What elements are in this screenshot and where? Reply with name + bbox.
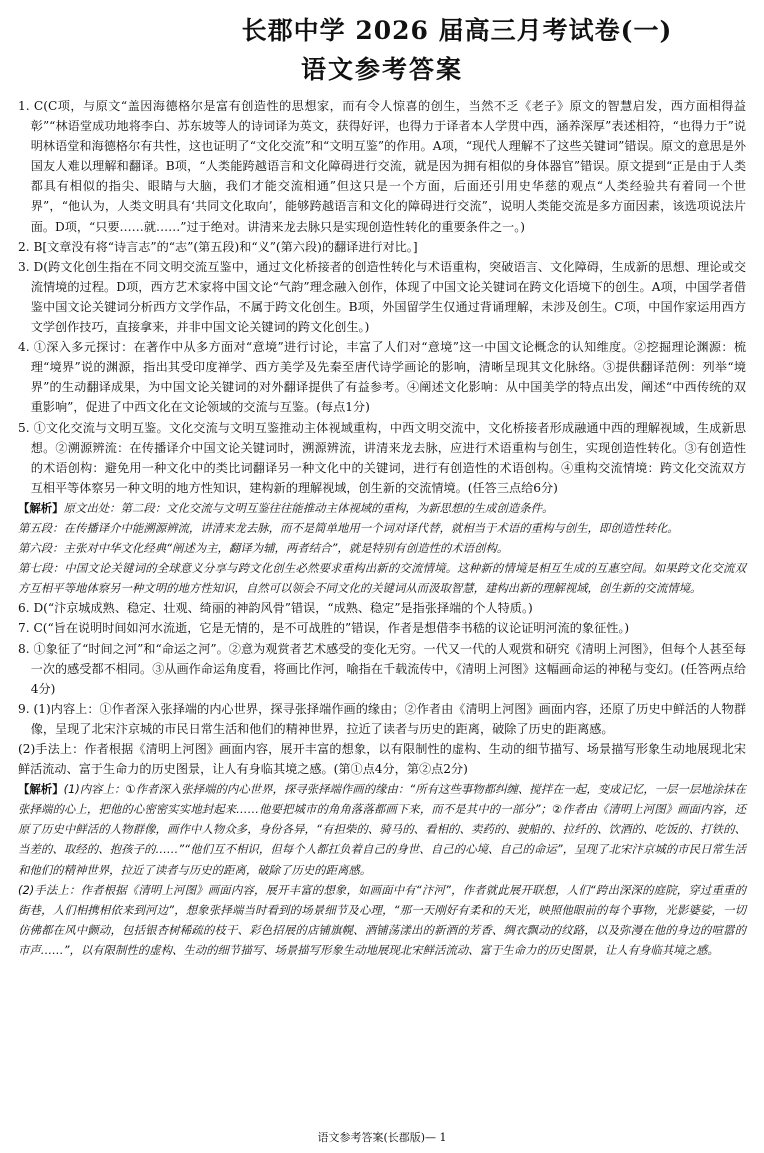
analysis-5	[18, 498, 746, 598]
analysis-9-line: (1)内容上：①作者深入张择端的内心世界，探寻张择端作画的缘由：“所有这些事物都纠缠、搅拌在一起，变成记忆，一层一层地涂抹在张择端的心上，把他的心密密实实地封起来……他要把城市的角角落落都画下来，而不是其中的一部分”；②作者由《清明上河图》画面内容，还原了历史中鲜活的人物群像，画作中人物众多，身份各异，“有担柴的、骑马的、看相的、卖药的、驶船的、拉纤的、饮酒的、吃饭的、打铁的、当差的、取经的、抱孩子的……”“他们互不相识，但每个人都扛负着自己的身世、自己的心境、自己的命运”，呈现了北宋汴京城的市民日常生活和他们的精神世界，拉近了读者与历史的距离，破除了历史的距离感。	[18, 782, 746, 877]
analysis-5-line: 第六段：主张对中华文化经典“阐述为主，翻译为辅，两者结合”，就是特别有创造性的术语创构。	[18, 541, 509, 556]
analysis-tag: 【解析】	[18, 500, 64, 515]
analysis-5-line: 第五段：在传播译介中能溯源辨流，讲清来龙去脉，而不是简单地用一个词对译代替，就相当于术语的重构与创生，即创造性转化。	[18, 520, 679, 535]
analysis-5-line: 原文出处：第二段：文化交流与文明互鉴往往能推动主体视域的重构，为新思想的生成创造条件。	[63, 500, 554, 515]
answer-9-part-2: (2)手法上：作者根据《清明上河图》画面内容，展开丰富的想象，以有限制性的虚构、生动的细节描写、场景描写形象生动地展现北宋鲜活流动、富于生命力的历史图景，让人有身临其境之感。(第①点4分，第②点2分)	[18, 742, 746, 777]
page-footer: 语文参考答案(长郡版)— 1	[317, 1131, 447, 1144]
analysis-9-line: (2)手法上：作者根据《清明上河图》画面内容，展开丰富的想象，如画面中有“汴河”，作者就此展开联想，人们“跨出深深的庭院，穿过重重的街巷，人们相携相依来到河边”，想象张择端当时看到的场景细节及心理，“那一天刚好有柔和的天光，映照他眼前的每个事物，光影婆娑，一切仿佛都在风中颤动，包括银杏树稀疏的枝干、彩色招展的店铺旗幌、酒铺荡漾出的新酒的芳香、绸衣飘动的纹路，以及弥漫在他的身边的喧嚣的市声……”，以有限制性的虚构、生动的细节描写、场景描写形象生动地展现北宋鲜活流动、富于生命力的历史图景，让人有身临其境之感。	[18, 882, 746, 957]
analysis-5-line: 第七段：中国文论关键词的全球意义分享与跨文化创生必然要求重构出新的交流情境。这种新的情境是相互生成的互惠空间。如果跨文化交流双方互相平等地体察另一种文明的地方性知识，自然可以领会不同文化的关键词从而汲取智慧，建构出新的理解视域，创生新的交流情境。	[18, 561, 746, 596]
answer-7: 7. C(“旨在说明时间如河水流逝，它是无情的，是不可战胜的”错误，作者是想借李书嵇的议论证明河流的象征性。)	[18, 621, 630, 636]
answer-3: 3. D(跨文化创生指在不同文明交流互鉴中，通过文化桥接者的创造性转化与术语重构，突破语言、文化障碍，生成新的思想、理论或交流情境的过程。D项，西方艺术家将中国文论“气韵”理念融入创作，体现了中国文论关键词在跨文化语境下的创生。A项，中国学者借鉴中国文论关键词分析西方文学作品，不属于跨文化创生。B项，外国留学生仅通过背诵理解，未涉及创生。C项，中国作家运用西方文学创作技巧，直接拿来，并非中国文论关键词的跨文化创生。)	[18, 259, 746, 335]
answer-6: 6. D(“汴京城成熟、稳定、壮观、绮丽的神韵风骨”错误，“成熟、稳定”是指张择端的个人特质。)	[18, 601, 533, 616]
answer-9: 9. (1)内容上：①作者深入张择端的内心世界，探寻张择端作画的缘由；②作者由《清明上河图》画面内容，还原了历史中鲜活的人物群像，呈现了北宋汴京城的市民日常生活和他们的精神世界，拉近了读者与历史的距离，破除了历史的距离感。	[18, 701, 746, 736]
analysis-tag: 【解析】	[18, 782, 64, 797]
answer-5: 5. ①文化交流与文明互鉴。文化交流与文明互鉴推动主体视域重构，中西文明交流中，文化桥接者形成融通中西的理解视域，生成新思想。②溯源辨流：在传播译介中国文论关键词时，溯源辨流，讲清来龙去脉，应进行术语重构与创生，实现创造性转化。③有创造性的术语创构：避免用一种文化中的类比词翻译另一种文化中的关键词，进行有创造性的术语创构。④重构交流情境：跨文化交流双方互相平等体察另一种文明的地方性知识，建构新的理解视域，创生新的交流情境。(任答三点给6分)	[18, 420, 746, 495]
answer-8: 8. ①象征了“时间之河”和“命运之河”。②意为观赏者艺术感受的变化无穷。一代又一代的人观赏和研究《清明上河图》，但每个人甚至每一次的感受都不相同。③从画作命运角度看，将画比作河，喻指在千载流传中，《清明上河图》这幅画命运的神秘与变幻。(任答两点给4分)	[18, 641, 746, 696]
answer-1: 1. C(C项，与原文“盖因海德格尔是富有创造性的思想家，而有令人惊喜的创生，当然不乏《老子》原文的智慧启发，西方面相得益彰”“林语堂成功地将李白、苏东坡等人的诗词译为英文，获得好评，也得力于译者本人学贯中西，涵养深厚”表述相符，“也得力于”说明林语堂和海德格尔有共性，这也证明了“文化交流”和“文明互鉴”的作用。A项，“现代人理解不了这些关键词”错误。原文的意思是外国友人难以理解和翻译。B项，“人类能跨越语言和文化障碍进行交流，就是因为拥有相似的身体器官”错误。原文提到“正是由于人类都具有相似的指尖、眼睛与大脑，我们才能交流相通”但这只是一个方面，后面还引用史华慈的观点“人类经验共有着同一个世界”，“他认为，人类文明具有‘共同文化取向’，能够跨越语言和文化的障碍进行交流”，说明人类能交流是多方面因素，该选项说法片面。D项，“只要……就……”过于绝对。讲清来龙去脉只是实现创造性转化的重要条件之一。)	[18, 99, 746, 234]
answer-4: 4. ①深入多元探讨：在著作中从多方面对“意境”进行讨论，丰富了人们对“意境”这一中国文论概念的认知维度。②挖掘理论渊源：梳理“境界”说的渊源，指出其受印度禅学、西方美学及先秦至唐代诗学画论的影响，清晰呈现其文化脉络。③提供翻译范例：列举“境界”的生动翻译成果，为中国文论关键词的对外翻译提供了有益参考。④阐述文化影响：从中国美学的特点出发，阐述“中西传统的双重影响”，促进了中西文化在文论领域的交流与互鉴。(每点1分)	[18, 340, 746, 415]
answer-content	[18, 96, 746, 960]
page-subtitle: 语文参考答案	[300, 55, 463, 84]
answer-2: 2. B[文章没有将“诗言志”的“志”(第五段)和“义”(第六段)的翻译进行对比。]	[18, 239, 418, 254]
page-title: 长郡中学 2026 届高三月考试卷(一)	[241, 16, 673, 45]
analysis-9	[18, 779, 746, 960]
